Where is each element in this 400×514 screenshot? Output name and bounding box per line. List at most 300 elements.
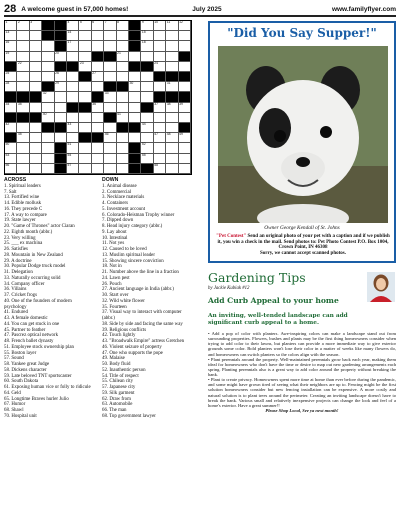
crossword-cell[interactable] bbox=[104, 92, 116, 102]
clue-number: 51 bbox=[67, 142, 72, 147]
clue-number: 49 bbox=[179, 132, 183, 137]
crossword-cell[interactable] bbox=[92, 164, 104, 174]
crossword-cell[interactable] bbox=[129, 133, 141, 143]
crossword-cell[interactable] bbox=[166, 113, 178, 123]
clue-number: 14 bbox=[67, 30, 72, 35]
crossword-cell[interactable] bbox=[67, 164, 79, 174]
gardening-title: Gardening Tips bbox=[208, 270, 306, 285]
crossword-cell[interactable] bbox=[166, 133, 178, 143]
crossword-block bbox=[67, 103, 79, 113]
crossword-cell[interactable] bbox=[79, 113, 91, 123]
crossword-cell[interactable] bbox=[166, 103, 178, 113]
crossword-cell[interactable] bbox=[117, 92, 129, 102]
down-clue: 47. One who supports the pope bbox=[102, 350, 163, 356]
across-clue: 26. Satisfies bbox=[4, 247, 28, 252]
crossword-cell[interactable] bbox=[17, 21, 29, 31]
crossword-cell[interactable] bbox=[129, 92, 141, 102]
down-clue: 39. Religious conflicts bbox=[102, 327, 147, 333]
across-clue: 7. Salt bbox=[4, 189, 17, 195]
crossword-cell[interactable] bbox=[179, 103, 191, 113]
crossword-cell[interactable] bbox=[42, 154, 54, 164]
crossword-cell[interactable] bbox=[42, 62, 54, 72]
gardening-subhead: An inviting, well-tended landscape can add significant curb appeal to a home. bbox=[208, 313, 348, 326]
crossword-block bbox=[104, 52, 116, 62]
crossword-cell[interactable] bbox=[42, 164, 54, 174]
across-clue: 13. Fortified wine bbox=[4, 195, 40, 201]
across-clue: 20. "Game of Thrones" actor Ciaran bbox=[4, 224, 75, 229]
crossword-block bbox=[129, 154, 141, 164]
crossword-grid bbox=[4, 20, 192, 175]
contest-instructions bbox=[216, 234, 390, 256]
crossword-block bbox=[92, 133, 104, 143]
clue-number: 12 bbox=[179, 20, 183, 24]
crossword-block bbox=[30, 92, 42, 102]
clue-number: 34 bbox=[5, 101, 10, 106]
down-clue: 2. Commercial bbox=[102, 189, 132, 195]
crossword-cell[interactable] bbox=[129, 113, 141, 123]
crossword-cell[interactable] bbox=[179, 62, 191, 72]
crossword-block bbox=[129, 21, 141, 31]
clue-number: 19 bbox=[5, 50, 10, 55]
down-clue: 18. Not in bbox=[102, 264, 122, 270]
clue-number: 52 bbox=[141, 142, 146, 147]
clue-number: 1 bbox=[5, 20, 8, 24]
crossword-cell[interactable] bbox=[166, 143, 178, 153]
crossword-block bbox=[129, 123, 141, 133]
clue-number: 18 bbox=[141, 40, 146, 45]
crossword-cell[interactable] bbox=[141, 92, 153, 102]
crossword-cell[interactable] bbox=[104, 164, 116, 174]
crossword-cell[interactable] bbox=[30, 103, 42, 113]
crossword-cell[interactable] bbox=[154, 113, 166, 123]
crossword-cell[interactable] bbox=[79, 31, 91, 41]
crossword-cell[interactable] bbox=[179, 82, 191, 92]
across-clue: 22. Eighth month (abbr.) bbox=[4, 229, 53, 235]
crossword-block bbox=[79, 133, 91, 143]
crossword-block bbox=[179, 52, 191, 62]
crossword-block bbox=[30, 113, 42, 123]
dog-photo bbox=[218, 46, 388, 223]
crossword-cell[interactable] bbox=[67, 82, 79, 92]
crossword-cell[interactable] bbox=[117, 21, 129, 31]
clue-number: 16 bbox=[5, 40, 10, 45]
down-clue: 30. Start over bbox=[102, 293, 129, 298]
down-clue: 46. Violent seizure of property bbox=[102, 344, 162, 350]
crossword-cell[interactable] bbox=[79, 92, 91, 102]
dog-illustration bbox=[218, 46, 388, 223]
crossword-cell[interactable] bbox=[117, 164, 129, 174]
down-clue: 12. Caused to be loved bbox=[102, 247, 147, 252]
author-avatar bbox=[367, 272, 395, 302]
across-clue: 59. Late beloved TNT sportscaster bbox=[4, 373, 72, 379]
crossword-block bbox=[42, 123, 54, 133]
clue-number: 6 bbox=[92, 20, 95, 24]
gardening-byline: by Jackie Kubiak #12 bbox=[208, 286, 250, 291]
clue-number: 37 bbox=[154, 101, 159, 106]
across-clue: 28. Mountain in New Zealand bbox=[4, 252, 63, 258]
crossword-cell[interactable] bbox=[179, 164, 191, 174]
crossword-cell[interactable] bbox=[30, 82, 42, 92]
down-clue: 26. Pouch bbox=[102, 281, 122, 287]
crossword-cell[interactable] bbox=[166, 154, 178, 164]
across-clue: 23. Very willing bbox=[4, 235, 36, 241]
crossword-cell[interactable] bbox=[154, 62, 166, 72]
clue-number: 9 bbox=[141, 20, 144, 24]
crossword-cell[interactable] bbox=[104, 154, 116, 164]
crossword-cell[interactable] bbox=[166, 21, 178, 31]
down-clue: 24. Lawn pest bbox=[102, 275, 130, 281]
clue-number: 53 bbox=[5, 152, 10, 157]
crossword-block bbox=[55, 123, 67, 133]
crossword-cell[interactable] bbox=[141, 41, 153, 51]
clue-number: 46 bbox=[104, 132, 109, 137]
crossword-cell[interactable] bbox=[179, 143, 191, 153]
crossword-cell[interactable] bbox=[92, 31, 104, 41]
crossword-cell[interactable] bbox=[104, 62, 116, 72]
crossword-cell[interactable] bbox=[92, 41, 104, 51]
down-clue: 68. Top government lawyer bbox=[102, 413, 156, 419]
crossword-cell[interactable] bbox=[117, 154, 129, 164]
crossword-cell[interactable] bbox=[129, 103, 141, 113]
crossword-cell[interactable] bbox=[5, 164, 17, 174]
clue-number: 20 bbox=[55, 50, 59, 55]
across-clue: 48. French ballet dynasty bbox=[4, 339, 54, 344]
crossword-cell[interactable] bbox=[17, 82, 29, 92]
gardening-headline: Add Curb Appeal to your home bbox=[208, 296, 339, 305]
crossword-cell[interactable] bbox=[141, 72, 153, 82]
crossword-cell[interactable] bbox=[117, 143, 129, 153]
crossword-cell[interactable] bbox=[17, 143, 29, 153]
clue-number: 35 bbox=[17, 101, 22, 106]
crossword-cell[interactable] bbox=[154, 41, 166, 51]
crossword-cell[interactable] bbox=[67, 72, 79, 82]
crossword-block bbox=[79, 72, 91, 82]
across-clue: 55. Boston layer bbox=[4, 350, 37, 356]
clue-number: 25 bbox=[5, 70, 10, 75]
photo-caption: Owner George Kendall of St. Johns bbox=[264, 225, 340, 231]
crossword-cell[interactable] bbox=[42, 72, 54, 82]
crossword-block bbox=[92, 52, 104, 62]
crossword-cell[interactable] bbox=[179, 133, 191, 143]
crossword-cell[interactable] bbox=[30, 123, 42, 133]
crossword-cell[interactable] bbox=[67, 123, 79, 133]
crossword-cell[interactable] bbox=[104, 21, 116, 31]
crossword-cell[interactable] bbox=[30, 143, 42, 153]
across-clue: 70. Hospital unit bbox=[4, 413, 37, 419]
down-clue: 52. Inauthentic person bbox=[102, 367, 146, 373]
clue-number: 56 bbox=[5, 162, 10, 167]
down-clue: 42. Touch lightly bbox=[102, 333, 136, 339]
clue-number: 29 bbox=[55, 81, 59, 86]
down-clue: 63. Automobile bbox=[102, 402, 133, 408]
down-clue: 15. Showing sincere conviction bbox=[102, 258, 164, 264]
crossword-cell[interactable] bbox=[92, 143, 104, 153]
clue-number: 38 bbox=[166, 101, 171, 106]
clue-number: 26 bbox=[55, 70, 59, 75]
crossword-cell[interactable] bbox=[179, 31, 191, 41]
crossword-cell[interactable] bbox=[117, 133, 129, 143]
across-clue: 51. Employee stock ownership plan bbox=[4, 344, 74, 350]
crossword-cell[interactable] bbox=[42, 133, 54, 143]
crossword-cell[interactable] bbox=[5, 52, 17, 62]
crossword-cell[interactable] bbox=[55, 52, 67, 62]
across-clue: 19. State lawyer bbox=[4, 218, 36, 224]
crossword-block bbox=[55, 154, 67, 164]
crossword-cell[interactable] bbox=[104, 103, 116, 113]
crossword-cell[interactable] bbox=[104, 72, 116, 82]
clue-number: 22 bbox=[17, 60, 22, 65]
crossword-cell[interactable] bbox=[92, 123, 104, 133]
crossword-block bbox=[55, 31, 67, 41]
crossword-cell[interactable] bbox=[17, 72, 29, 82]
clue-number: 43 bbox=[67, 121, 72, 126]
crossword-cell[interactable] bbox=[55, 133, 67, 143]
across-clue: 65. Longtime Braves hurler Julio bbox=[4, 396, 69, 402]
crossword-cell[interactable] bbox=[179, 154, 191, 164]
down-clue: 10. Intestinal bbox=[102, 235, 128, 241]
crossword-cell[interactable] bbox=[17, 62, 29, 72]
crossword-block bbox=[129, 31, 141, 41]
down-clue: 55. Chilean city bbox=[102, 379, 134, 385]
crossword-cell[interactable] bbox=[79, 123, 91, 133]
contest-text: Send an original photo of your pet with a caption and if we publish it, you win a check in the mail. Send photos to: Pet Photo Contest P.O. Box 1004, Crown Point, IN 46308 bbox=[217, 234, 390, 251]
crossword-block bbox=[42, 31, 54, 41]
down-clue: 49. Malaise bbox=[102, 356, 125, 362]
crossword-cell[interactable] bbox=[179, 113, 191, 123]
crossword-cell[interactable] bbox=[67, 92, 79, 102]
crossword-block bbox=[42, 21, 54, 31]
down-clue: 4. Containers bbox=[102, 201, 129, 206]
across-clues bbox=[4, 178, 92, 420]
crossword-cell[interactable] bbox=[67, 41, 79, 51]
down-clue: 57. Japanese city bbox=[102, 385, 136, 390]
down-clue: 8. Head injury category (abbr.) bbox=[102, 224, 163, 229]
crossword-cell[interactable] bbox=[42, 92, 54, 102]
crossword-cell[interactable] bbox=[92, 113, 104, 123]
gardening-body bbox=[208, 331, 396, 413]
clue-number: 21 bbox=[117, 50, 121, 55]
crossword-cell[interactable] bbox=[166, 52, 178, 62]
crossword-cell[interactable] bbox=[104, 31, 116, 41]
clue-number: 54 bbox=[67, 152, 72, 157]
crossword-cell[interactable] bbox=[104, 143, 116, 153]
clue-number: 28 bbox=[5, 81, 10, 86]
crossword-cell[interactable] bbox=[166, 62, 178, 72]
crossword-cell[interactable] bbox=[104, 41, 116, 51]
clue-number: 3 bbox=[30, 20, 33, 24]
across-clue: 37. Cricket frogs bbox=[4, 293, 38, 298]
across-clue: 36. Villains bbox=[4, 287, 27, 293]
crossword-cell[interactable] bbox=[17, 164, 29, 174]
issue-date: July 2025 bbox=[192, 5, 222, 13]
crossword-block bbox=[55, 20, 70, 31]
crossword-cell[interactable] bbox=[129, 52, 141, 62]
crossword-cell[interactable] bbox=[55, 113, 67, 123]
gardening-signoff: Please Shop Local, See ya next month! bbox=[265, 407, 339, 413]
crossword-cell[interactable] bbox=[154, 21, 166, 31]
crossword-cell[interactable] bbox=[154, 133, 166, 143]
crossword-cell[interactable] bbox=[79, 82, 91, 92]
clue-number: 7 bbox=[104, 20, 107, 24]
across-clue: 61. Exposing human vice or folly to ridicule bbox=[4, 385, 91, 390]
crossword-block bbox=[67, 62, 79, 72]
crossword-cell[interactable] bbox=[17, 31, 29, 41]
crossword-cell[interactable] bbox=[141, 123, 153, 133]
crossword-cell[interactable] bbox=[79, 143, 91, 153]
crossword-cell[interactable] bbox=[117, 72, 129, 82]
crossword-cell[interactable] bbox=[166, 41, 178, 51]
crossword-cell[interactable] bbox=[30, 164, 42, 174]
crossword-block bbox=[179, 72, 191, 82]
crossword-cell[interactable] bbox=[92, 154, 104, 164]
crossword-cell[interactable] bbox=[154, 82, 166, 92]
crossword-block bbox=[129, 164, 141, 174]
crossword-cell[interactable] bbox=[79, 164, 91, 174]
crossword-cell[interactable] bbox=[30, 62, 42, 72]
crossword-cell[interactable] bbox=[30, 52, 42, 62]
crossword-cell[interactable] bbox=[30, 21, 42, 31]
crossword-cell[interactable] bbox=[104, 133, 116, 143]
crossword-cell[interactable] bbox=[79, 154, 91, 164]
crossword-cell[interactable] bbox=[129, 82, 141, 92]
crossword-cell[interactable] bbox=[79, 41, 91, 51]
crossword-cell[interactable] bbox=[141, 52, 153, 62]
crossword-cell[interactable] bbox=[179, 21, 191, 31]
crossword-cell[interactable] bbox=[17, 154, 29, 164]
clue-number: 58 bbox=[154, 162, 159, 167]
clue-number: 40 bbox=[42, 111, 47, 116]
crossword-cell[interactable] bbox=[55, 92, 67, 102]
crossword-cell[interactable] bbox=[30, 154, 42, 164]
gardening-paragraph: • Plant perennials around the property. Well-maintained perennials grow back each year, making them ideal for homeowners who don't have the time or desire to map out new gardening arrangements each spring. Planting perennials also is a great way to add color around the property without breaking the bank. bbox=[208, 356, 396, 377]
crossword-cell[interactable] bbox=[166, 31, 178, 41]
page-header bbox=[4, 3, 396, 17]
crossword-cell[interactable] bbox=[117, 31, 129, 41]
crossword-cell[interactable] bbox=[30, 41, 42, 51]
crossword-block bbox=[141, 164, 153, 174]
crossword-cell[interactable] bbox=[30, 72, 42, 82]
crossword-cell[interactable] bbox=[166, 82, 178, 92]
crossword-cell[interactable] bbox=[42, 143, 54, 153]
crossword-block bbox=[141, 62, 153, 72]
clue-number: 5 bbox=[79, 20, 82, 24]
crossword-cell[interactable] bbox=[17, 103, 29, 113]
crossword-cell[interactable] bbox=[141, 82, 153, 92]
crossword-cell[interactable] bbox=[117, 52, 129, 62]
crossword-cell[interactable] bbox=[5, 82, 17, 92]
crossword-cell[interactable] bbox=[141, 154, 153, 164]
crossword-cell[interactable] bbox=[17, 41, 29, 51]
crossword-block bbox=[141, 103, 153, 113]
crossword-cell[interactable] bbox=[55, 82, 67, 92]
clue-number: 55 bbox=[141, 152, 146, 157]
across-clue: 30. Popular Dodge truck model bbox=[4, 264, 66, 270]
across-clue: 34. Company officer bbox=[4, 281, 45, 287]
across-clue: 29. A doctrine bbox=[4, 258, 32, 264]
across-clue: 1. Spiritual leaders bbox=[4, 183, 41, 189]
crossword-cell[interactable] bbox=[92, 82, 104, 92]
crossword-cell[interactable] bbox=[5, 103, 17, 113]
across-clue: 67. Humor bbox=[4, 402, 26, 408]
down-clue: 13. Muslim spiritual leader bbox=[102, 252, 155, 258]
crossword-block bbox=[117, 82, 129, 92]
down-clue: 66. The man bbox=[102, 408, 127, 413]
crossword-block bbox=[79, 103, 91, 113]
crossword-cell[interactable] bbox=[117, 62, 129, 72]
crossword-cell[interactable] bbox=[17, 133, 29, 143]
down-clues bbox=[102, 178, 192, 420]
crossword-block bbox=[129, 143, 141, 153]
down-clue: 1. Animal disease bbox=[102, 183, 137, 189]
crossword-cell[interactable] bbox=[154, 164, 166, 174]
crossword-cell[interactable] bbox=[179, 41, 191, 51]
clue-number: 39 bbox=[179, 101, 183, 106]
crossword-cell[interactable] bbox=[79, 21, 91, 31]
crossword-cell[interactable] bbox=[117, 113, 129, 123]
down-heading: DOWN bbox=[102, 177, 119, 183]
crossword-block bbox=[117, 123, 129, 133]
crossword-cell[interactable] bbox=[92, 21, 104, 31]
down-clue: 62. Draw from bbox=[102, 396, 131, 402]
down-clue: 38. Side by side and facing the same way bbox=[102, 321, 183, 327]
across-heading: ACROSS bbox=[4, 177, 27, 183]
contest-label: "Pet Contest" bbox=[216, 234, 247, 239]
crossword-cell[interactable] bbox=[154, 103, 166, 113]
crossword-cell[interactable] bbox=[30, 133, 42, 143]
website-link[interactable]: www.familyflyer.com bbox=[331, 5, 396, 13]
crossword-cell[interactable] bbox=[79, 62, 91, 72]
across-clue: 33. Naturally occurring solid bbox=[4, 275, 61, 281]
page-number: 28 bbox=[4, 3, 17, 15]
down-clue: 59. Silk garment bbox=[102, 390, 135, 396]
crossword-cell[interactable] bbox=[154, 143, 166, 153]
clue-number: 13 bbox=[5, 30, 10, 35]
clue-number: 30 bbox=[129, 81, 134, 86]
clue-number: 57 bbox=[67, 162, 72, 167]
across-clue: 45. Partner to feather bbox=[4, 327, 46, 333]
crossword-block bbox=[104, 113, 116, 123]
crossword-cell[interactable] bbox=[42, 113, 54, 123]
crossword-cell[interactable] bbox=[92, 103, 104, 113]
tagline: A welcome guest in 57,000 homes! bbox=[21, 5, 129, 13]
crossword-cell[interactable] bbox=[42, 52, 54, 62]
crossword-cell[interactable] bbox=[5, 123, 17, 133]
down-clue: 54. Title of respect bbox=[102, 373, 139, 379]
crossword-cell[interactable] bbox=[67, 52, 79, 62]
crossword-cell[interactable] bbox=[30, 31, 42, 41]
across-clue: 47. Pascrez optical network bbox=[4, 333, 59, 339]
across-clue: 58. Yankee great Judge bbox=[4, 362, 50, 367]
down-clue: 32. Wild white flower bbox=[102, 298, 145, 304]
author-photo bbox=[367, 272, 395, 302]
crossword-cell[interactable] bbox=[154, 31, 166, 41]
crossword-cell[interactable] bbox=[55, 103, 67, 113]
crossword-cell[interactable] bbox=[42, 41, 54, 51]
clue-number: 36 bbox=[92, 101, 97, 106]
pet-contest-title: "Did You Say Supper!" bbox=[227, 26, 377, 40]
clue-number: 41 bbox=[117, 111, 121, 116]
clue-number: 44 bbox=[141, 121, 146, 126]
gardening-tips-section bbox=[208, 270, 396, 508]
down-clue: 3. Necklace materials bbox=[102, 195, 145, 201]
crossword-cell[interactable] bbox=[166, 164, 178, 174]
clue-number: 32 bbox=[42, 91, 47, 96]
crossword-block bbox=[154, 72, 166, 82]
crossword-cell[interactable] bbox=[92, 72, 104, 82]
clue-number: 15 bbox=[141, 30, 146, 35]
clue-number: 45 bbox=[17, 132, 22, 137]
across-clue: 64. Geld bbox=[4, 390, 21, 396]
